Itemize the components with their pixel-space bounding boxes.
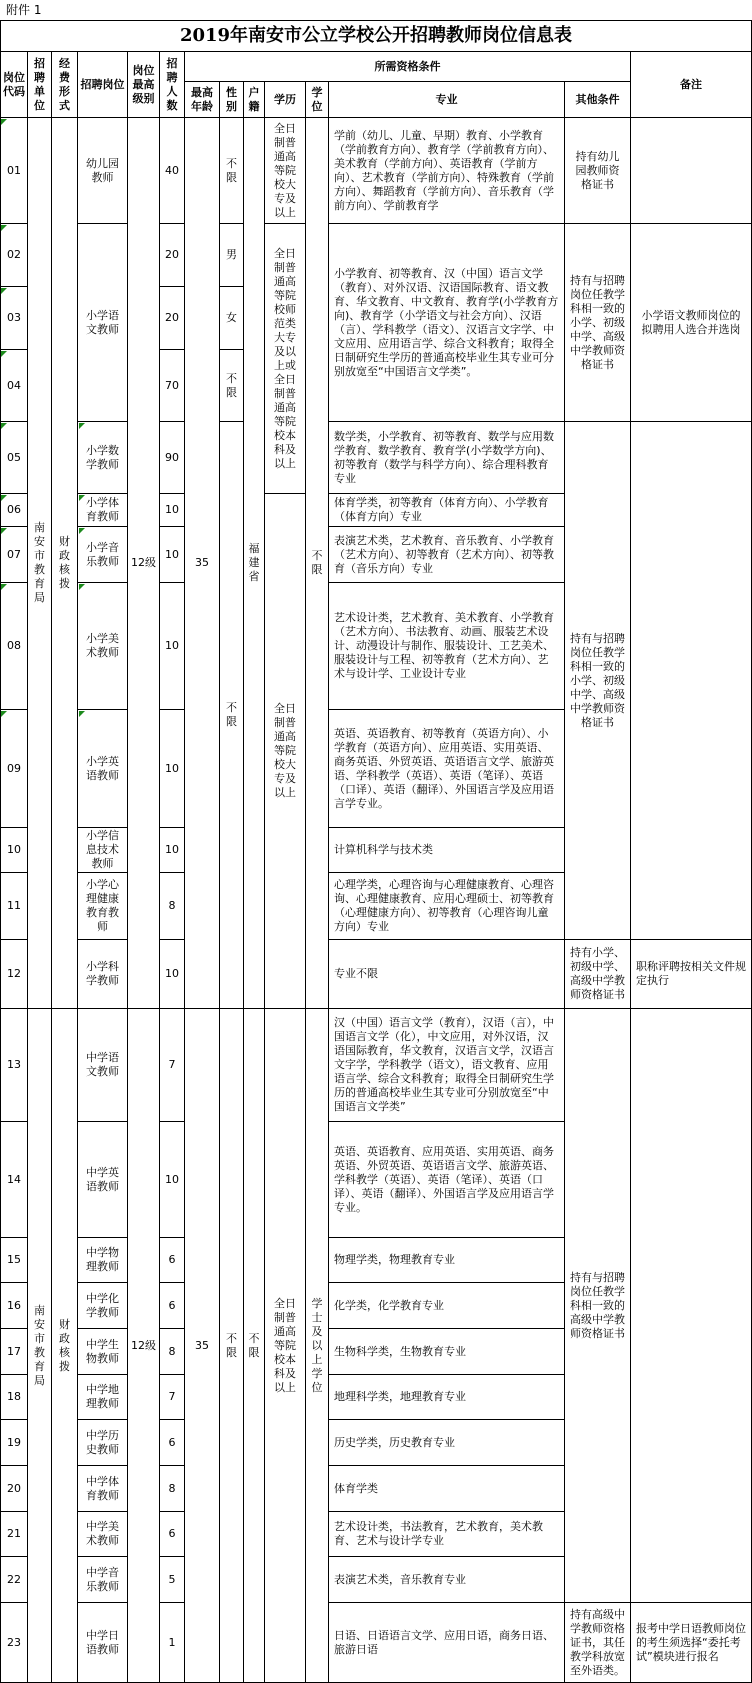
code-cell: 19 — [0, 1420, 28, 1466]
count-cell: 10 — [160, 940, 185, 1009]
gender-cell: 女 — [220, 287, 244, 350]
count-cell: 6 — [160, 1420, 185, 1466]
code-cell: 05 — [0, 422, 28, 494]
cell-marker — [1, 495, 7, 501]
position-cell: 中学美术教师 — [78, 1512, 128, 1557]
count-cell: 10 — [160, 1122, 185, 1238]
major-cell: 汉（中国）语言文学（教育），汉语（言），中国语言文学（化），中文应用，对外汉语，汉语国际教育，华文教育，汉语言文学，汉语言文字学，学科教学（语文），语文教育、应用语言学、综合文科教育；取得全日制研究生学历的普通高校毕业生其专业可分别放宽至“中国语言文学类” — [329, 1009, 565, 1122]
position-cell: 中学体育教师 — [78, 1466, 128, 1512]
remark-cell-empty — [631, 118, 752, 224]
gender-cell: 不限 — [220, 118, 244, 224]
remark-cell-empty — [631, 1009, 752, 1603]
major-cell: 小学教育、初等教育、汉（中国）语言文学（教育）、对外汉语、汉语国际教育、语文教育、华文教育、中文教育、教育学(小学教育方向)、教育学（小学语文与社会方向）、汉语（言）、学科教学（语文）、汉语言文字学、中文应用、应用语言学、综合文科教育；取得全日制研究生学历的普通高校毕业生其专业可分别放宽至“中国语言文学类”。 — [329, 224, 565, 422]
code-cell: 10 — [0, 828, 28, 873]
count-cell: 6 — [160, 1283, 185, 1329]
major-cell: 数学类，小学教育、初等教育、数学与应用数学教育、数学教育、教育学(小学数学方向)、初等教育（数学与科学方向）、综合理科教育专业 — [329, 422, 565, 494]
count-cell: 1 — [160, 1603, 185, 1683]
cell-marker — [1, 423, 7, 429]
code-cell: 12 — [0, 940, 28, 1009]
funding-cell-secondary: 财政核拨 — [52, 1009, 78, 1683]
other-cell: 持有高级中学教师资格证书，其任教学科放宽至外语类。 — [565, 1603, 631, 1683]
position-cell: 中学地理教师 — [78, 1375, 128, 1420]
count-cell: 40 — [160, 118, 185, 224]
code-cell: 06 — [0, 494, 28, 527]
code-cell: 01 — [0, 118, 28, 224]
position-cell: 小学音乐教师 — [78, 527, 128, 583]
major-cell: 英语、英语教育、初等教育（英语方向）、小学教育（英语方向）、应用英语、实用英语、商务英语、外贸英语、英语语言文学、旅游英语、学科教学（英语）、英语（笔译）、英语（口译）、英语（翻译）、外国语言学及应用语言学专业。 — [329, 710, 565, 828]
count-cell: 8 — [160, 1329, 185, 1375]
major-cell: 表演艺术类，音乐教育专业 — [329, 1557, 565, 1603]
code-cell: 20 — [0, 1466, 28, 1512]
page-title: 2019年南安市公立学校公开招聘教师岗位信息表 — [0, 20, 752, 52]
header-funding: 经费形式 — [52, 52, 78, 118]
position-cell: 幼儿园教师 — [78, 118, 128, 224]
header-level: 岗位最高级别 — [128, 52, 160, 118]
code-cell: 13 — [0, 1009, 28, 1122]
gender-cell: 不限 — [220, 1009, 244, 1683]
other-cell: 持有与招聘岗位任教学科相一致的小学、初级中学、高级中学教师资格证书 — [565, 224, 631, 422]
code-cell: 04 — [0, 350, 28, 422]
major-cell: 艺术设计类，艺术教育、美术教育、小学教育（艺术方向）、书法教育、动画、服装艺术设计、动漫设计与制作、服装设计、工艺美术、服装设计与工程、初等教育（艺术方向）、艺术与设计学、工业设计专业 — [329, 583, 565, 710]
count-cell: 20 — [160, 287, 185, 350]
attachment-label: 附件 1 — [6, 3, 42, 17]
header-edu: 学历 — [265, 82, 306, 118]
funding-cell-primary: 财政核拨 — [52, 118, 78, 1009]
code-cell: 03 — [0, 287, 28, 350]
remark-cell: 小学语文教师岗位的拟聘用人选合并选岗 — [631, 224, 752, 422]
other-cell: 持有与招聘岗位任教学科相一致的小学、初级中学、高级中学教师资格证书 — [565, 422, 631, 940]
hukou-cell-secondary: 不限 — [244, 1009, 265, 1683]
position-cell: 中学物理教师 — [78, 1238, 128, 1283]
degree-cell-primary: 不限 — [306, 118, 329, 1009]
cell-marker — [1, 711, 7, 717]
count-cell: 7 — [160, 1375, 185, 1420]
code-cell: 23 — [0, 1603, 28, 1683]
unit-cell-secondary: 南安市教育局 — [28, 1009, 52, 1683]
code-cell: 09 — [0, 710, 28, 828]
code-cell: 16 — [0, 1283, 28, 1329]
code-cell: 21 — [0, 1512, 28, 1557]
cell-marker — [1, 584, 7, 590]
major-cell: 体育学类 — [329, 1466, 565, 1512]
header-position: 招聘岗位 — [78, 52, 128, 118]
code-cell: 18 — [0, 1375, 28, 1420]
age-cell-secondary: 35 — [185, 1009, 220, 1683]
remark-cell: 职称评聘按相关文件规定执行 — [631, 940, 752, 1009]
unit-cell-primary: 南安市教育局 — [28, 118, 52, 1009]
position-cell: 中学生物教师 — [78, 1329, 128, 1375]
gender-cell: 不限 — [220, 422, 244, 1009]
major-cell: 心理学类，心理咨询与心理健康教育、心理咨询、心理健康教育、应用心理硕士、初等教育（心理健康方向）、初等教育（心理咨询儿童方向）专业 — [329, 873, 565, 940]
header-code: 岗位代码 — [0, 52, 28, 118]
cell-marker — [79, 584, 85, 590]
degree-cell-secondary: 学士及以上学位 — [306, 1009, 329, 1683]
header-major: 专业 — [329, 82, 565, 118]
education-cell: 全日制普通高等院校本科及以上 — [265, 1009, 306, 1683]
cell-marker — [1, 528, 7, 534]
code-cell: 11 — [0, 873, 28, 940]
cell-marker — [1, 119, 7, 125]
position-cell: 小学体育教师 — [78, 494, 128, 527]
count-cell: 10 — [160, 583, 185, 710]
position-cell: 中学日语教师 — [78, 1603, 128, 1683]
count-cell: 10 — [160, 710, 185, 828]
count-cell: 20 — [160, 224, 185, 287]
remark-cell: 报考中学日语教师岗位的考生须选择“委托考试”模块进行报名 — [631, 1603, 752, 1683]
other-cell: 持有与招聘岗位任教学科相一致的高级中学教师资格证书 — [565, 1009, 631, 1603]
age-cell-primary: 35 — [185, 118, 220, 1009]
position-cell: 中学语文教师 — [78, 1009, 128, 1122]
position-cell: 中学音乐教师 — [78, 1557, 128, 1603]
count-cell: 10 — [160, 527, 185, 583]
position-cell: 小学科学教师 — [78, 940, 128, 1009]
position-cell: 中学历史教师 — [78, 1420, 128, 1466]
position-cell: 小学心理健康教育教师 — [78, 873, 128, 940]
cell-marker — [1, 225, 7, 231]
major-cell: 计算机科学与技术类 — [329, 828, 565, 873]
gender-cell: 男 — [220, 224, 244, 287]
position-cell: 中学英语教师 — [78, 1122, 128, 1238]
count-cell: 6 — [160, 1238, 185, 1283]
cell-marker — [79, 423, 85, 429]
code-cell: 17 — [0, 1329, 28, 1375]
code-cell: 22 — [0, 1557, 28, 1603]
major-cell: 日语、日语语言文学、应用日语，商务日语、旅游日语 — [329, 1603, 565, 1683]
code-cell: 14 — [0, 1122, 28, 1238]
other-cell: 持有幼儿园教师资格证书 — [565, 118, 631, 224]
major-cell: 化学类，化学教育专业 — [329, 1283, 565, 1329]
count-cell: 8 — [160, 873, 185, 940]
major-cell: 生物科学类，生物教育专业 — [329, 1329, 565, 1375]
header-other: 其他条件 — [565, 82, 631, 118]
header-unit: 招聘单位 — [28, 52, 52, 118]
major-cell: 体育学类，初等教育（体育方向）、小学教育（体育方向）专业 — [329, 494, 565, 527]
position-cell: 小学语文教师 — [78, 224, 128, 422]
position-cell: 小学美术教师 — [78, 583, 128, 710]
gender-cell: 不限 — [220, 350, 244, 422]
count-cell: 6 — [160, 1512, 185, 1557]
header-remark: 备注 — [631, 52, 752, 118]
count-cell: 8 — [160, 1466, 185, 1512]
code-cell: 08 — [0, 583, 28, 710]
major-cell: 学前（幼儿、儿童、早期）教育、小学教育（学前教育方向）、教育学（学前教育方向）、美术教育（学前方向）、英语教育（学前方向）、艺术教育（学前方向）、特殊教育（学前方向）、舞蹈教育（学前方向）、音乐教育（学前方向）、学前教育学 — [329, 118, 565, 224]
major-cell: 地理科学类，地理教育专业 — [329, 1375, 565, 1420]
position-cell: 小学数学教师 — [78, 422, 128, 494]
education-cell: 全日制普通高等院校大专及以上 — [265, 118, 306, 224]
count-cell: 10 — [160, 828, 185, 873]
header-max-age: 最高年龄 — [185, 82, 220, 118]
count-cell: 7 — [160, 1009, 185, 1122]
count-cell: 5 — [160, 1557, 185, 1603]
count-cell: 70 — [160, 350, 185, 422]
major-cell: 历史学类，历史教育专业 — [329, 1420, 565, 1466]
position-cell: 小学英语教师 — [78, 710, 128, 828]
header-degree: 学位 — [306, 82, 329, 118]
remark-cell-empty — [631, 422, 752, 940]
hukou-cell-primary: 福建省 — [244, 118, 265, 1009]
major-cell: 英语、英语教育、应用英语、实用英语、商务英语、外贸英语、英语语言文学、旅游英语、学科教学（英语）、英语（笔译）、英语（口译）、英语（翻译）、外国语言学及应用语言学专业。 — [329, 1122, 565, 1238]
count-cell: 10 — [160, 494, 185, 527]
cell-marker — [79, 528, 85, 534]
header-hukou: 户籍 — [244, 82, 265, 118]
cell-marker — [79, 495, 85, 501]
code-cell: 07 — [0, 527, 28, 583]
header-quals: 所需资格条件 — [185, 52, 631, 82]
education-cell: 全日制普通高等院校师范类大专及以上或全日制普通高等院校本科及以上 — [265, 224, 306, 494]
other-cell: 持有小学、初级中学、高级中学教师资格证书 — [565, 940, 631, 1009]
major-cell: 物理学类，物理教育专业 — [329, 1238, 565, 1283]
major-cell: 表演艺术类，艺术教育、音乐教育、小学教育（艺术方向）、初等教育（艺术方向）、初等教育（音乐方向）专业 — [329, 527, 565, 583]
major-cell: 艺术设计类，书法教育，艺术教育，美术教育、艺术与设计学专业 — [329, 1512, 565, 1557]
major-cell: 专业不限 — [329, 940, 565, 1009]
education-cell: 全日制普通高等院校大专及以上 — [265, 494, 306, 1009]
cell-marker — [1, 288, 7, 294]
level-cell-primary: 12级 — [128, 118, 160, 1009]
level-cell-secondary: 12级 — [128, 1009, 160, 1683]
count-cell: 90 — [160, 422, 185, 494]
header-gender: 性别 — [220, 82, 244, 118]
cell-marker — [79, 711, 85, 717]
position-cell: 小学信息技术教师 — [78, 828, 128, 873]
header-count: 招聘人数 — [160, 52, 185, 118]
code-cell: 02 — [0, 224, 28, 287]
position-cell: 中学化学教师 — [78, 1283, 128, 1329]
cell-marker — [1, 351, 7, 357]
code-cell: 15 — [0, 1238, 28, 1283]
